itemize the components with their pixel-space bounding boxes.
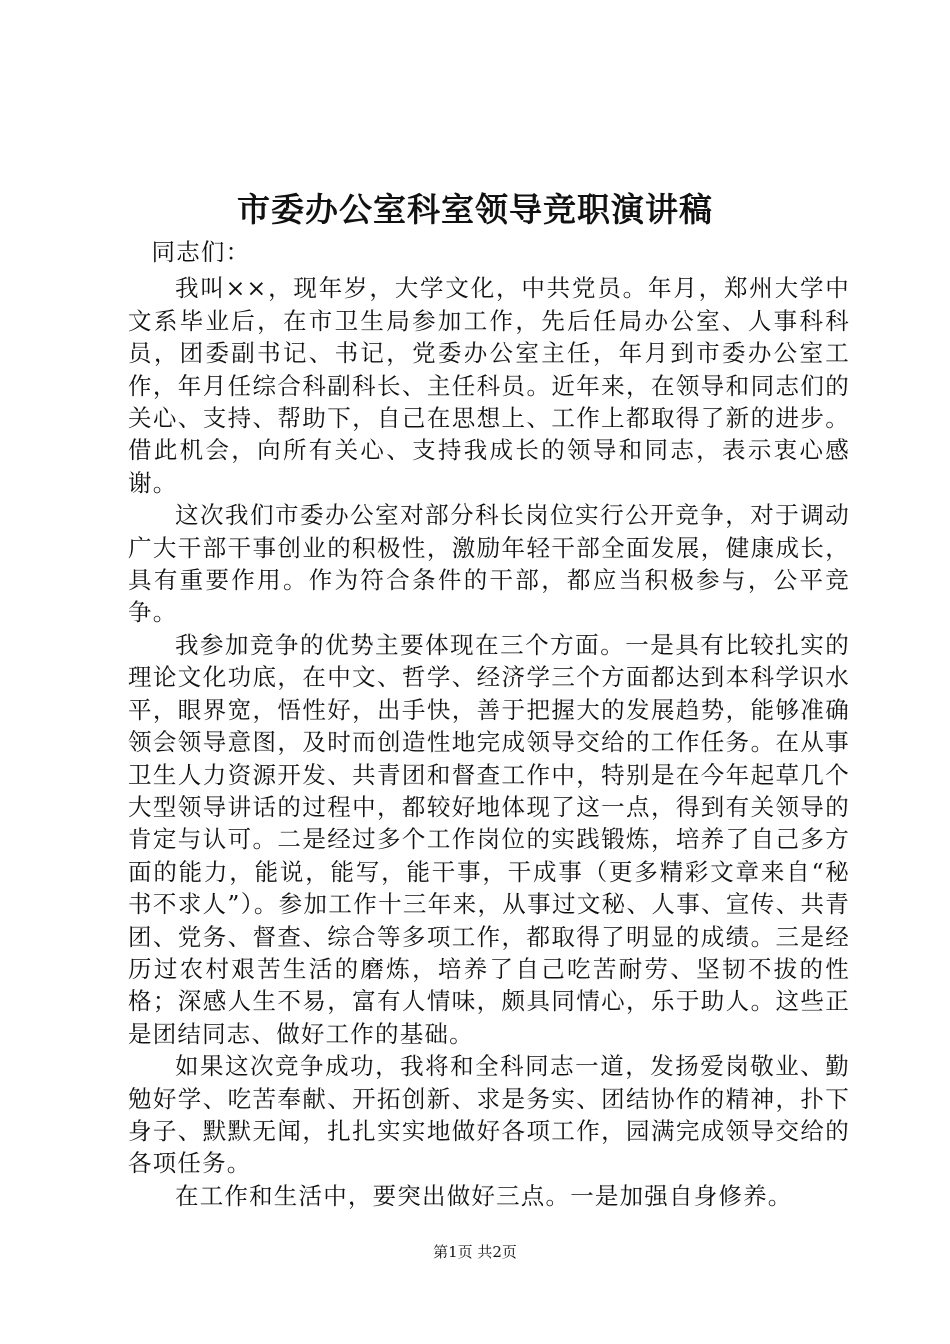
paragraph-5: 在工作和生活中，要突出做好三点。一是加强自身修养。 xyxy=(175,1181,793,1210)
page-number: 第1页 共2页 xyxy=(433,1243,517,1261)
paragraph-2: 这次我们市委办公室对部分科长岗位实行公开竞争，对于调动广大干部干事创业的积极性，激励年轻干部全面发展，健康成长，具有重要作用。作为符合条件的干部，都应当积极参与，公平竞争。 xyxy=(128,501,850,627)
paragraph-1: 我叫××，现年岁，大学文化，中共党员。年月，郑州大学中文系毕业后，在市卫生局参加工作，先后任局办公室、人事科科员，团委副书记、书记，党委办公室主任，年月到市委办公室工作，年月任综合科副科长、主任科员。近年来，在领导和同志们的关心、支持、帮助下，自己在思想上、工作上都取得了新的进步。借此机会，向所有关心、支持我成长的领导和同志，表示衷心感谢。 xyxy=(128,274,850,497)
paragraph-4: 如果这次竞争成功，我将和全科同志一道，发扬爱岗敬业、勤勉好学、吃苦奉献、开拓创新、求是务实、团结协作的精神，扑下身子、默默无闻，扎扎实实地做好各项工作，园满完成领导交给的各项任务。 xyxy=(128,1052,850,1178)
document-body xyxy=(128,236,850,1212)
document-title: 市委办公室科室领导竞职演讲稿 xyxy=(237,190,713,229)
paragraph-3: 我参加竞争的优势主要体现在三个方面。一是具有比较扎实的理论文化功底，在中文、哲学、经济学三个方面都达到本科学识水平，眼界宽，悟性好，出手快，善于把握大的发展趋势，能够准确领会领导意图，及时而创造性地完成领导交给的工作任务。在从事卫生人力资源开发、共青团和督查工作中，特别是在今年起草几个大型领导讲话的过程中，都较好地体现了这一点，得到有关领导的肯定与认可。二是经过多个工作岗位的实践锻炼，培养了自己多方面的能力，能说，能写，能干事，干成事（更多精彩文章来自“秘书不求人”）。参加工作十三年来，从事过文秘、人事、宣传、共青团、党务、督查、综合等多项工作，都取得了明显的成绩。三是经历过农村艰苦生活的磨炼，培养了自己吃苦耐劳、坚韧不拔的性格；深感人生不易，富有人情味，颇具同情心，乐于助人。这些正是团结同志、做好工作的基础。 xyxy=(128,630,850,1048)
salutation: 同志们： xyxy=(151,238,251,266)
